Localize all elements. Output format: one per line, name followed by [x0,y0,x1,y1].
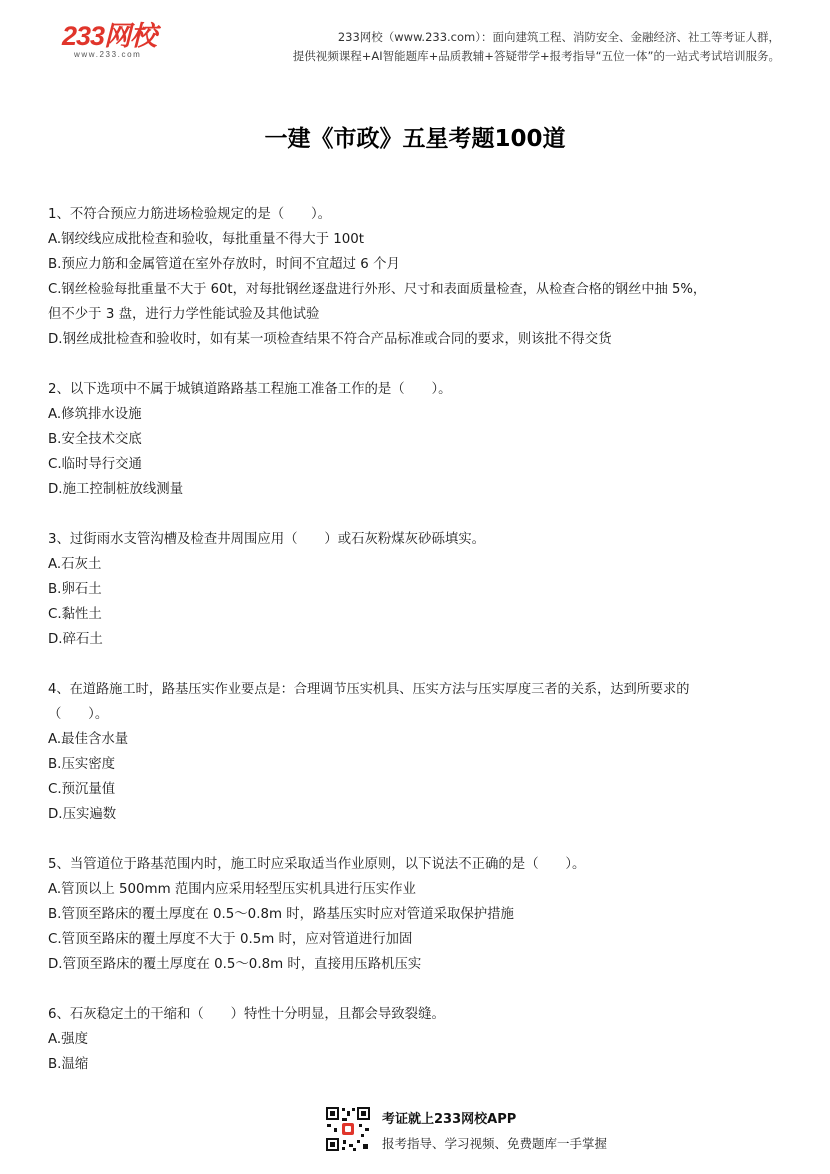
question-1 [48,202,788,352]
qr-code-icon[interactable] [325,1106,371,1152]
question-stem: 1、不符合预应力筋进场检验规定的是（ ）。 [48,207,332,222]
question-stem: 6、石灰稳定土的干缩和（ ）特性十分明显，且都会导致裂缝。 [48,1007,445,1022]
option-d: D.压实遍数 [48,807,117,822]
option-a: A.钢绞线应成批检查和验收，每批重量不得大于 100t [48,232,365,247]
option-c: C.预沉量值 [48,782,116,797]
question-stem: 4、在道路施工时，路基压实作业要点是：合理调节压实机具、压实方法与压实厚度三者的关系，达到所要求的 [48,682,690,697]
header-description [240,28,780,66]
option-a: A.石灰土 [48,557,102,572]
option-a: A.管顶以上 500mm 范围内应采用轻型压实机具进行压实作业 [48,882,416,897]
option-d: D.钢丝成批检查和验收时，如有某一项检查结果不符合产品标准或合同的要求，则该批不得交货 [48,332,612,347]
option-d: D.管顶至路床的覆土厚度在 0.5～0.8m 时，直接用压路机压实 [48,957,422,972]
option-b: B.卵石土 [48,582,102,597]
page-footer [325,1106,645,1162]
question-3 [48,527,788,652]
option-c: C.临时导行交通 [48,457,142,472]
question-stem: 5、当管道位于路基范围内时，施工时应采取适当作业原则，以下说法不正确的是（ ）。 [48,857,586,872]
option-b: B.预应力筋和金属管道在室外存放时，时间不宜超过 6 个月 [48,257,400,272]
question-2 [48,377,788,502]
option-d: D.施工控制桩放线测量 [48,482,184,497]
option-a: A.最佳含水量 [48,732,129,747]
question-6 [48,1002,788,1077]
option-c: C.管顶至路床的覆土厚度不大于 0.5m 时，应对管道进行加固 [48,932,413,947]
question-stem: 2、以下选项中不属于城镇道路路基工程施工准备工作的是（ ）。 [48,382,452,397]
document-title: 一建《市政》五星考题100道 [264,126,566,152]
question-stem-continued: （ ）。 [48,707,109,722]
question-list [48,202,788,1102]
option-c-continued: 但不少于 3 盘，进行力学性能试验及其他试验 [48,307,320,322]
option-b: B.温缩 [48,1057,89,1072]
footer-app-title[interactable]: 考证就上233网校APP [382,1112,517,1127]
question-4 [48,677,788,827]
option-b: B.压实密度 [48,757,116,772]
option-c: C.钢丝检验每批重量不大于 60t，对每批钢丝逐盘进行外形、尺寸和表面质量检查，从检查合格的钢丝中抽 5%， [48,282,707,297]
option-b: B.安全技术交底 [48,432,142,447]
logo-wordmark: 233网校 [62,21,157,51]
option-a: A.强度 [48,1032,88,1047]
logo-url: www.233.com [74,50,142,59]
option-c: C.黏性土 [48,607,102,622]
question-5 [48,852,788,977]
option-d: D.碎石土 [48,632,103,647]
page-header [0,0,830,70]
header-line-1: 233网校（www.233.com）：面向建筑工程、消防安全、金融经济、社工等考证人群， [337,30,780,44]
brand-logo[interactable] [62,22,156,59]
option-a: A.修筑排水设施 [48,407,142,422]
header-line-2: 提供视频课程+AI智能题库+品质教辅+答疑带学+报考指导“五位一体”的一站式考试培训服务。 [292,49,780,63]
footer-app-subtitle: 报考指导、学习视频、免费题库一手掌握 [382,1136,608,1151]
option-b: B.管顶至路床的覆土厚度在 0.5～0.8m 时，路基压实时应对管道采取保护措施 [48,907,514,922]
question-stem: 3、过街雨水支管沟槽及检查井周围应用（ ）或石灰粉煤灰砂砾填实。 [48,532,486,547]
